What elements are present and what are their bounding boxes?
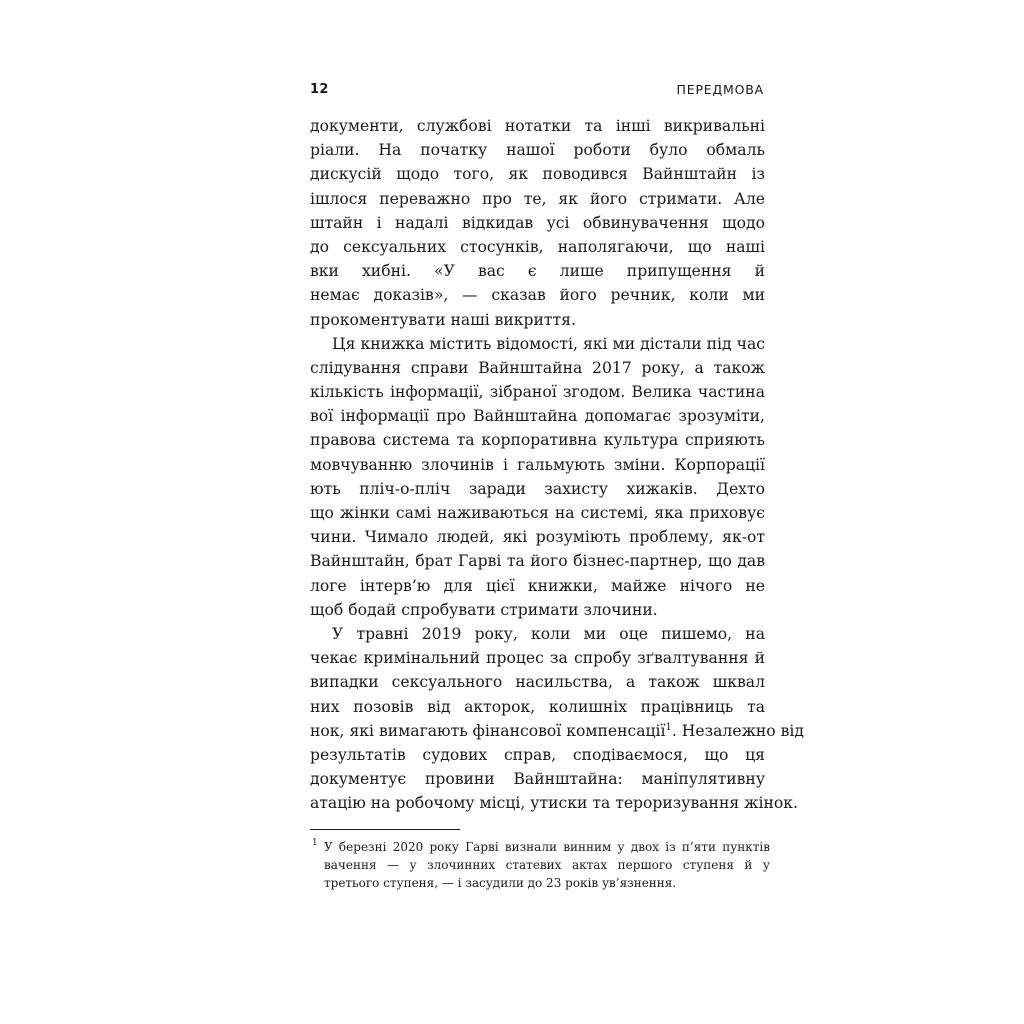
text-line: документи, службові нотатки та інші викривальні [310, 117, 765, 135]
text-line: вки хибні. «У вас є лише припущення й [310, 262, 765, 281]
text-line: документує провини Вайнштайна: маніпулятивну [310, 770, 765, 789]
text-span: . Незалежно від [671, 721, 805, 740]
text-line: щоб бодай спробувати стримати злочини. [310, 600, 658, 619]
footnote-divider [310, 829, 460, 830]
footnote-mark: 1 [312, 838, 318, 848]
running-head: ПЕРЕДМОВА [676, 82, 764, 97]
text-line: випадки сексуального насильства, а також шквал [310, 673, 765, 692]
text-line: штайн і надалі відкидав усі обвинувачення щодо [310, 213, 765, 232]
text-line: Ця книжка містить відомості, які ми дістали під час [332, 334, 765, 353]
text-line: Вайнштайн, брат Гарві та його бізнес-партнер, що дав [310, 552, 765, 571]
text-line: до сексуальних стосунків, наполягаючи, що наші [310, 237, 765, 256]
text-line: логе інтерв’ю для цієї книжки, майже нічого не [310, 576, 765, 595]
text-line: вої інформації про Вайнштайна допомагає зрозуміти, [310, 407, 765, 426]
text-span: нок, які вимагають фінансової компенсації [310, 721, 666, 740]
text-line-with-footnote [310, 719, 805, 743]
footnote-block [310, 838, 770, 892]
footnote-line: вачення — у злочинних статевих актах першого ступеня й у [324, 858, 770, 872]
text-line: слідування справи Вайнштайна 2017 року, а також [310, 358, 765, 377]
text-line: що жінки самі наживаються на системі, яка приховує [310, 504, 765, 522]
text-line: немає доказів», — сказав його речник, коли ми [310, 286, 765, 305]
text-line: дискусій щодо того, як поводився Вайнштайн із [310, 165, 765, 184]
text-line: кількість інформації, зібраної згодом. Велика частина [310, 383, 765, 402]
main-text [310, 114, 805, 815]
footnote-reference[interactable]: 1 [665, 721, 672, 733]
text-line: атацію на робочому місці, утиски та тероризування жінок. [310, 794, 798, 813]
text-line: ють пліч-о-пліч заради захисту хижаків. Дехто [310, 479, 765, 498]
text-line: чини. Чимало людей, які розуміють проблему, як-от [310, 528, 765, 547]
text-line: ріали. На початку нашої роботи було обмаль [310, 141, 765, 160]
text-line: мовчуванню злочинів і гальмують зміни. Корпорації [310, 455, 765, 474]
text-line: чекає кримінальний процес за спробу зґвалтування й [310, 649, 765, 668]
footnote-text: У березні 2020 року Гарві визнали винним у двох із п’яти пунктів [324, 840, 770, 854]
footnote-line [310, 838, 770, 856]
text-line: результатів судових справ, сподіваємося, що ця [310, 745, 765, 764]
page-number: 12 [310, 82, 329, 97]
footnote-line: третього ступеня, — і засудили до 23 років ув’язнення. [324, 876, 677, 890]
text-line: правова система та корпоративна культура сприяють [310, 431, 765, 450]
text-line: прокоментувати наші викриття. [310, 310, 576, 329]
text-line: ішлося переважно про те, як його стримати. Але [310, 189, 765, 208]
text-line: них позовів від акторок, колишніх працівниць та [310, 697, 765, 716]
text-line: У травні 2019 року, коли ми оце пишемо, на [332, 624, 765, 643]
